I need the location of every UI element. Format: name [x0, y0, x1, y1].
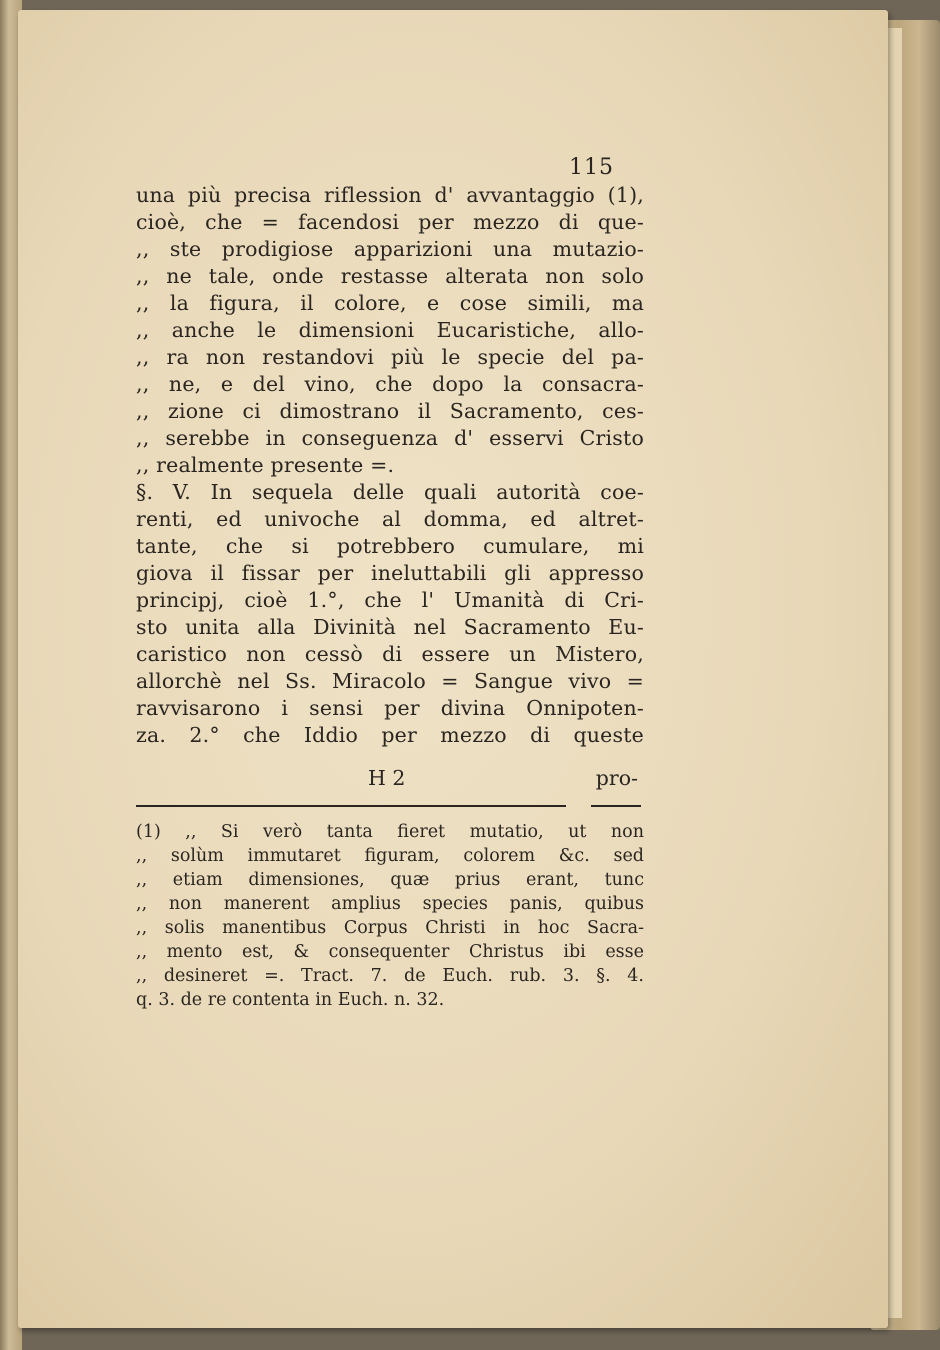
text-line: ,, zione ci dimostrano il Sacramento, ces-	[136, 399, 644, 423]
text-line: ,, serebbe in conseguenza d' esservi Cristo	[136, 426, 644, 450]
text-line: ,, realmente presente =.	[136, 453, 395, 477]
text-line: ,, ra non restandovi più le specie del pa-	[136, 345, 644, 369]
footnote-line: ,, solùm immutaret figuram, colorem &c. sed	[136, 846, 644, 866]
text-line: ,, la figura, il colore, e cose simili, ma	[136, 291, 644, 315]
text-line: giova il fissar per ineluttabili gli appresso	[136, 561, 644, 585]
catchword: pro-	[595, 766, 638, 790]
footnote-line: (1) ,, Si verò tanta fieret mutatio, ut non	[136, 822, 644, 842]
footnote-line: q. 3. de re contenta in Euch. n. 32.	[136, 990, 445, 1010]
text-line: ,, ne tale, onde restasse alterata non solo	[136, 264, 644, 288]
footnote-rule-short	[591, 805, 641, 807]
text-line: tante, che si potrebbero cumulare, mi	[136, 534, 644, 558]
text-line: ,, anche le dimensioni Eucaristiche, allo-	[136, 318, 644, 342]
text-line: renti, ed univoche al domma, ed altret-	[136, 507, 644, 531]
text-line: ,, ne, e del vino, che dopo la consacra-	[136, 372, 644, 396]
book-page	[18, 10, 888, 1328]
footnote-line: ,, mento est, & consequenter Christus ibi esse	[136, 942, 644, 962]
text-line: allorchè nel Ss. Miracolo = Sangue vivo =	[136, 669, 644, 693]
text-line: una più precisa riflession d' avvantaggio (1),	[136, 183, 644, 207]
text-line: sto unita alla Divinità nel Sacramento Eu-	[136, 615, 644, 639]
text-line: principj, cioè 1.°, che l' Umanità di Cri-	[136, 588, 644, 612]
text-line: za. 2.° che Iddio per mezzo di queste	[136, 723, 644, 747]
signature-row	[136, 765, 644, 792]
signature-mark: H 2	[368, 766, 406, 790]
footnote-line: ,, solis manentibus Corpus Christi in hoc Sacra-	[136, 918, 644, 938]
text-line: ,, ste prodigiose apparizioni una mutazio-	[136, 237, 644, 261]
text-line: §. V. In sequela delle quali autorità coe-	[136, 480, 644, 504]
footnote-rule	[136, 805, 566, 807]
text-line: caristico non cessò di essere un Mistero,	[136, 642, 644, 666]
page-number: 115	[569, 155, 614, 180]
footnotes	[136, 820, 644, 1012]
text-line: cioè, che = facendosi per mezzo di que-	[136, 210, 644, 234]
footnote-line: ,, etiam dimensiones, quæ prius erant, tunc	[136, 870, 644, 890]
footnote-line: ,, desineret =. Tract. 7. de Euch. rub. 3. §. 4.	[136, 966, 644, 986]
main-text	[136, 182, 644, 749]
text-line: ravvisarono i sensi per divina Onnipoten-	[136, 696, 644, 720]
footnote-line: ,, non manerent amplius species panis, quibus	[136, 894, 644, 914]
